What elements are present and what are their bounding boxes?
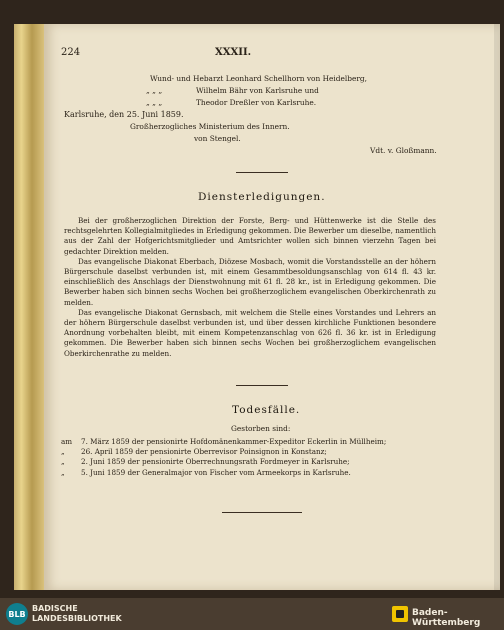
- section-heading-vacancies: Diensterledigungen.: [198, 191, 326, 203]
- library-name-line-2: LANDESBIBLIOTHEK: [32, 614, 122, 623]
- vacancies-text: [64, 216, 436, 359]
- deaths-subtitle: Gestorben sind:: [231, 424, 291, 433]
- deaths-list: [61, 437, 441, 478]
- footer-bar: [0, 598, 504, 630]
- death-entry: [61, 437, 441, 447]
- entry-text: 5. Juni 1859 der Generalmajor von Fischer vom Armeekorps in Karlsruhe.: [81, 467, 351, 477]
- section-heading-deaths: Todesfälle.: [232, 404, 301, 416]
- library-name[interactable]: [32, 604, 122, 624]
- entry-text: 26. April 1859 der pensionirte Oberrevisor Poinsignon in Konstanz;: [81, 447, 327, 457]
- entry-text: 7. März 1859 der pensionirte Hofdomänenkammer-Expeditor Eckerlin in Müllheim;: [81, 437, 387, 446]
- divider: [236, 385, 288, 386]
- entry-lead: „: [61, 467, 65, 477]
- page-shadow: [494, 24, 500, 590]
- decree-countersign: Vdt. v. Gloßmann.: [370, 146, 437, 155]
- library-name-line-1: BADISCHE: [32, 604, 78, 613]
- entry-lead: am: [61, 437, 73, 446]
- decree-line-2-prefix: „ „ „: [146, 86, 163, 95]
- section-number: XXXII.: [215, 47, 252, 58]
- decree-signer: von Stengel.: [194, 134, 241, 143]
- vacancy-paragraph-1: Bei der großherzoglichen Direktion der Forste, Berg- und Hüttenwerke ist die Stelle des rechtsgelehrten Kollegialmitgliedes in Erledigung gekommen. Die Bewerber um dieselbe, namentlich aus der Zahl der Hofgerichtsmitglieder und Amtsrichter wollen sich binnen vierzehn Tagen bei gedachter Direktion melden.: [64, 216, 436, 256]
- library-logo-icon[interactable]: BLB: [6, 603, 28, 625]
- book-page-edges: [14, 24, 44, 590]
- entry-lead: „: [61, 457, 65, 467]
- decree-line-3-prefix: „ „ „: [146, 98, 163, 107]
- divider: [222, 512, 302, 513]
- decree-date: Karlsruhe, den 25. Juni 1859.: [64, 110, 184, 119]
- decree-line-1: Wund- und Hebarzt Leonhard Schellhorn von Heidelberg,: [150, 74, 367, 83]
- death-entry: [61, 468, 441, 478]
- state-name[interactable]: Baden-Württemberg: [412, 608, 481, 628]
- decree-line-2: Wilhelm Bähr von Karlsruhe und: [196, 86, 319, 95]
- death-entry: [61, 457, 441, 467]
- decree-line-3: Theodor Dreßler von Karlsruhe.: [196, 98, 317, 107]
- vacancy-paragraph-2: Das evangelische Diakonat Eberbach, Diözese Mosbach, womit die Vorstandsstelle an der höhern Bürgerschule daselbst verbunden ist, mit einem Gesammtbesoldungsanschlag von 614 fl. 43 kr. einschließlich des Anschlags der Dienstwohnung mit 61 fl. 28 kr., ist in Erledigung gekommen. Die Bewerber haben sich binnen sechs Wochen bei großherzoglichem evangelischen Oberkirchenrath zu melden.: [64, 256, 436, 307]
- vacancy-paragraph-3: Das evangelische Diakonat Gernsbach, mit welchem die Stelle eines Vorstandes und Lehrers an der höhern Bürgerschule daselbst verbunden ist, und über dessen kirchliche Funktionen besondere Anordnung vorbehalten bleibt, mit einem Kompetenzanschlag von 626 fl. 36 kr. ist in Erledigung gekommen. Die Bewerber haben sich binnen sechs Wochen bei großherzoglichem evangelischen Oberkirchenrathe zu melden.: [64, 307, 436, 358]
- entry-text: 2. Juni 1859 der pensionirte Oberrechnungsrath Fordmeyer in Karlsruhe;: [81, 457, 350, 467]
- entry-lead: „: [61, 447, 65, 457]
- divider: [236, 172, 288, 173]
- decree-ministry: Großherzogliches Ministerium des Innern.: [130, 122, 290, 131]
- page-number: 224: [61, 47, 81, 58]
- death-entry: [61, 447, 441, 457]
- state-crest-icon[interactable]: [392, 606, 408, 622]
